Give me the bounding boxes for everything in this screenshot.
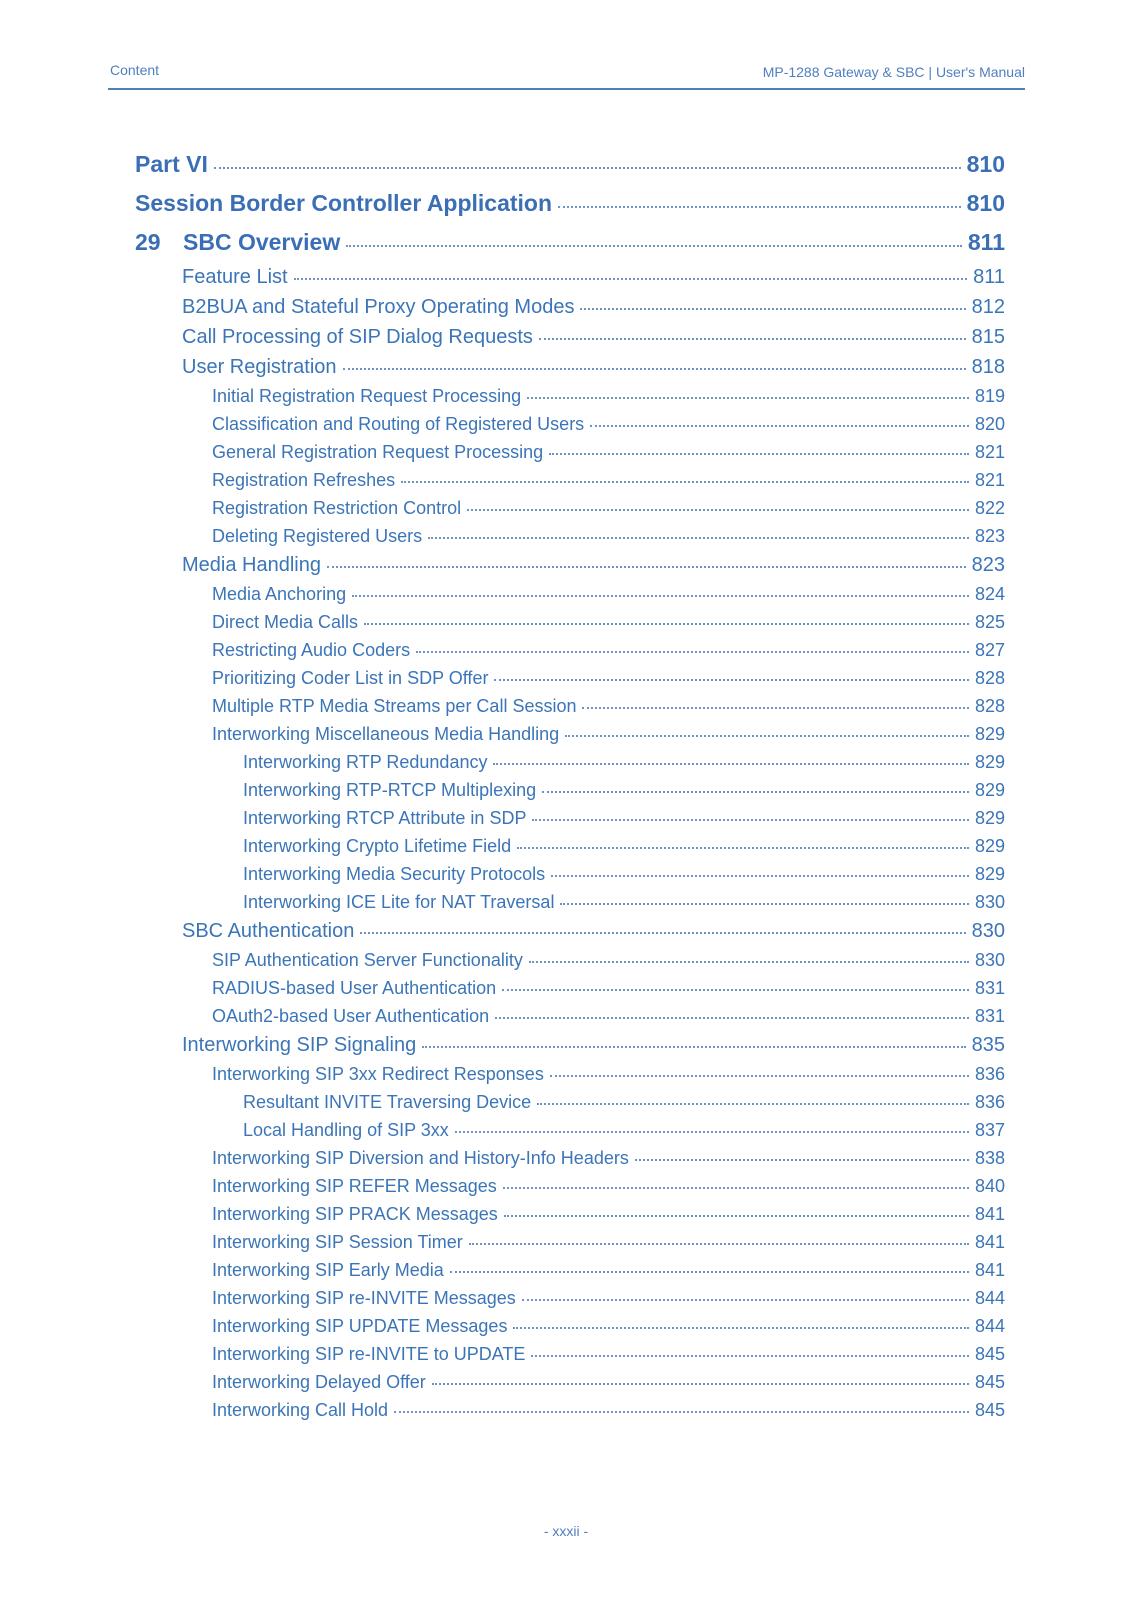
toc-entry[interactable] xyxy=(135,636,1005,664)
toc-entry-title[interactable]: Resultant INVITE Traversing Device xyxy=(243,1092,532,1112)
toc-entry-title[interactable]: Interworking SIP re-INVITE Messages xyxy=(212,1288,516,1308)
toc-entry-title[interactable]: SBC Authentication xyxy=(182,920,355,942)
toc-entry[interactable] xyxy=(135,292,1005,322)
toc-entry-title[interactable]: Restricting Audio Coders xyxy=(212,640,411,660)
toc-entry[interactable] xyxy=(135,888,1005,916)
toc-entry[interactable] xyxy=(135,322,1005,352)
toc-entry[interactable] xyxy=(135,748,1005,776)
toc-entry-title[interactable]: Initial Registration Request Processing xyxy=(212,386,522,406)
toc-entry[interactable] xyxy=(135,1256,1005,1284)
toc-entry-page[interactable]: 831 xyxy=(974,978,1005,998)
toc-dot-leader xyxy=(539,338,966,340)
toc-entry-page[interactable]: 821 xyxy=(974,470,1005,490)
toc-entry-title[interactable]: SBC Overview xyxy=(183,229,341,255)
toc-entry-title[interactable]: Interworking Miscellaneous Media Handling xyxy=(212,724,560,744)
toc-entry-title[interactable]: Interworking SIP UPDATE Messages xyxy=(212,1316,508,1336)
toc-entry-title[interactable]: Interworking Crypto Lifetime Field xyxy=(243,836,512,856)
toc-entry-page[interactable]: 829 xyxy=(974,864,1005,884)
toc-entry[interactable] xyxy=(135,664,1005,692)
toc-entry-page[interactable]: 820 xyxy=(974,414,1005,434)
toc-entry-page[interactable]: 836 xyxy=(974,1092,1005,1112)
toc-entry[interactable] xyxy=(135,438,1005,466)
toc-dot-leader xyxy=(327,566,966,568)
toc-entry-page[interactable]: 823 xyxy=(971,554,1005,576)
toc-dot-leader xyxy=(550,1075,969,1077)
toc-entry-title[interactable]: Interworking SIP REFER Messages xyxy=(212,1176,497,1196)
toc-entry-title[interactable]: Registration Restriction Control xyxy=(212,498,462,518)
toc-dot-leader xyxy=(532,819,968,821)
toc-entry[interactable] xyxy=(135,580,1005,608)
toc-dot-leader xyxy=(558,206,961,208)
toc-entry-page[interactable]: 823 xyxy=(974,526,1005,546)
toc-dot-leader xyxy=(502,989,969,991)
toc-entry-title[interactable]: Prioritizing Coder List in SDP Offer xyxy=(212,668,489,688)
toc-entry-page[interactable]: 824 xyxy=(974,584,1005,604)
toc-entry[interactable] xyxy=(135,352,1005,382)
toc-entry-number: 29 xyxy=(135,229,161,255)
toc-entry[interactable] xyxy=(135,410,1005,438)
toc-entry[interactable] xyxy=(135,608,1005,636)
toc-entry-title[interactable]: SIP Authentication Server Functionality xyxy=(212,950,523,970)
toc-entry[interactable] xyxy=(135,1144,1005,1172)
toc-entry-title[interactable]: Classification and Routing of Registered Users xyxy=(212,414,585,434)
toc-entry-title[interactable]: Interworking SIP Diversion and History-Info Headers xyxy=(212,1148,629,1168)
toc-entry-title[interactable]: Local Handling of SIP 3xx xyxy=(243,1120,449,1140)
toc-dot-leader xyxy=(542,791,969,793)
toc-entry[interactable] xyxy=(135,974,1005,1002)
toc-entry-title[interactable]: RADIUS-based User Authentication xyxy=(212,978,497,998)
toc-entry-page[interactable]: 841 xyxy=(974,1204,1005,1224)
toc-dot-leader xyxy=(422,1046,965,1048)
toc-dot-leader xyxy=(529,961,969,963)
table-of-contents xyxy=(135,145,1005,1424)
toc-entry-page[interactable]: 819 xyxy=(974,386,1005,406)
toc-entry-page[interactable]: 822 xyxy=(974,498,1005,518)
toc-dot-leader xyxy=(467,509,969,511)
toc-entry-page[interactable]: 825 xyxy=(974,612,1005,632)
toc-entry[interactable] xyxy=(135,1340,1005,1368)
toc-entry-title[interactable]: Interworking Media Security Protocols xyxy=(243,864,546,884)
toc-entry-title[interactable]: Call Processing of SIP Dialog Requests xyxy=(182,326,533,348)
toc-entry[interactable] xyxy=(135,1228,1005,1256)
toc-entry[interactable] xyxy=(135,1368,1005,1396)
toc-entry[interactable] xyxy=(135,776,1005,804)
toc-entry-page[interactable]: 836 xyxy=(974,1064,1005,1084)
toc-entry-page[interactable]: 845 xyxy=(974,1400,1005,1420)
toc-entry-page[interactable]: 828 xyxy=(974,696,1005,716)
toc-dot-leader xyxy=(590,425,969,427)
toc-entry-page[interactable]: 841 xyxy=(974,1232,1005,1252)
toc-entry-page[interactable]: 821 xyxy=(974,442,1005,462)
toc-entry-page[interactable]: 818 xyxy=(971,356,1005,378)
toc-entry[interactable] xyxy=(135,720,1005,748)
toc-entry-title[interactable]: B2BUA and Stateful Proxy Operating Modes xyxy=(182,296,575,318)
toc-entry-title[interactable]: Media Anchoring xyxy=(212,584,347,604)
toc-dot-leader xyxy=(432,1383,969,1385)
toc-entry-title[interactable]: General Registration Request Processing xyxy=(212,442,544,462)
toc-entry-page[interactable]: 811 xyxy=(973,266,1005,288)
toc-entry-page[interactable]: 830 xyxy=(974,892,1005,912)
toc-entry-page[interactable]: 811 xyxy=(967,229,1005,255)
toc-dot-leader xyxy=(346,245,962,247)
toc-entry-page[interactable]: 831 xyxy=(974,1006,1005,1026)
toc-dot-leader xyxy=(565,735,969,737)
toc-dot-leader xyxy=(580,308,965,310)
toc-entry-page[interactable]: 838 xyxy=(974,1148,1005,1168)
toc-entry-page[interactable]: 829 xyxy=(974,808,1005,828)
toc-entry[interactable] xyxy=(135,494,1005,522)
toc-entry-page[interactable]: 829 xyxy=(974,724,1005,744)
toc-entry-title[interactable]: Interworking SIP Session Timer xyxy=(212,1232,463,1252)
toc-entry[interactable] xyxy=(135,1396,1005,1424)
toc-entry-title[interactable]: Interworking RTP-RTCP Multiplexing xyxy=(243,780,537,800)
toc-entry-title[interactable]: Interworking SIP re-INVITE to UPDATE xyxy=(212,1344,526,1364)
toc-entry-title[interactable]: Registration Refreshes xyxy=(212,470,396,490)
toc-entry-title[interactable]: Interworking SIP PRACK Messages xyxy=(212,1204,498,1224)
toc-entry-page[interactable]: 844 xyxy=(974,1316,1005,1336)
toc-dot-leader xyxy=(537,1103,969,1105)
toc-entry-title[interactable]: Interworking SIP 3xx Redirect Responses xyxy=(212,1064,544,1084)
toc-dot-leader xyxy=(416,651,969,653)
toc-entry[interactable] xyxy=(135,466,1005,494)
toc-entry-title[interactable]: Multiple RTP Media Streams per Call Session xyxy=(212,696,577,716)
toc-entry-title[interactable]: Part VI xyxy=(135,151,208,177)
header-manual-title: MP-1288 Gateway & SBC | User's Manual xyxy=(762,64,1025,80)
toc-dot-leader xyxy=(294,278,968,280)
page-number: - xxxii - xyxy=(543,1523,589,1539)
toc-dot-leader xyxy=(635,1159,969,1161)
toc-entry-title[interactable]: Interworking RTCP Attribute in SDP xyxy=(243,808,527,828)
toc-dot-leader xyxy=(450,1271,969,1273)
toc-entry-page[interactable]: 827 xyxy=(974,640,1005,660)
toc-entry[interactable] xyxy=(135,1172,1005,1200)
toc-entry-title[interactable]: Interworking ICE Lite for NAT Traversal xyxy=(243,892,555,912)
toc-entry-page[interactable]: 841 xyxy=(974,1260,1005,1280)
toc-dot-leader xyxy=(364,623,969,625)
page-header xyxy=(108,58,1025,90)
toc-dot-leader xyxy=(428,537,969,539)
toc-dot-leader xyxy=(560,903,969,905)
toc-entry-page[interactable]: 815 xyxy=(971,326,1005,348)
toc-entry[interactable] xyxy=(135,1002,1005,1030)
toc-dot-leader xyxy=(343,368,966,370)
toc-entry-title[interactable]: Direct Media Calls xyxy=(212,612,359,632)
toc-entry-page[interactable]: 835 xyxy=(971,1034,1005,1056)
toc-entry[interactable] xyxy=(135,145,1005,184)
toc-entry-title[interactable]: Interworking Delayed Offer xyxy=(212,1372,426,1392)
toc-entry-page[interactable]: 828 xyxy=(974,668,1005,688)
toc-entry[interactable] xyxy=(135,223,1005,262)
toc-dot-leader xyxy=(527,397,969,399)
toc-dot-leader xyxy=(531,1355,969,1357)
toc-entry-title[interactable]: Interworking SIP Early Media xyxy=(212,1260,444,1280)
toc-dot-leader xyxy=(360,932,965,934)
toc-entry[interactable] xyxy=(135,1284,1005,1312)
toc-entry-page[interactable]: 830 xyxy=(974,950,1005,970)
toc-entry[interactable] xyxy=(135,1200,1005,1228)
toc-dot-leader xyxy=(494,679,969,681)
toc-dot-leader xyxy=(469,1243,969,1245)
toc-dot-leader xyxy=(504,1215,969,1217)
toc-entry-page[interactable]: 840 xyxy=(974,1176,1005,1196)
toc-entry-title[interactable]: Deleting Registered Users xyxy=(212,526,423,546)
toc-dot-leader xyxy=(513,1327,969,1329)
toc-entry[interactable] xyxy=(135,1088,1005,1116)
toc-entry-page[interactable]: 845 xyxy=(974,1344,1005,1364)
toc-dot-leader xyxy=(352,595,969,597)
toc-dot-leader xyxy=(455,1131,969,1133)
toc-entry[interactable] xyxy=(135,382,1005,410)
toc-entry-page[interactable]: 845 xyxy=(974,1372,1005,1392)
toc-entry[interactable] xyxy=(135,804,1005,832)
toc-entry-title[interactable]: Interworking SIP Signaling xyxy=(182,1034,417,1056)
toc-entry[interactable] xyxy=(135,1060,1005,1088)
toc-entry-page[interactable]: 830 xyxy=(971,920,1005,942)
toc-entry[interactable] xyxy=(135,946,1005,974)
toc-entry[interactable] xyxy=(135,1030,1005,1060)
toc-entry-title[interactable]: Feature List xyxy=(182,266,288,288)
toc-entry[interactable] xyxy=(135,692,1005,720)
toc-dot-leader xyxy=(522,1299,969,1301)
toc-entry-title[interactable]: Interworking Call Hold xyxy=(212,1400,389,1420)
toc-entry[interactable] xyxy=(135,262,1005,292)
toc-dot-leader xyxy=(503,1187,969,1189)
toc-entry[interactable] xyxy=(135,1312,1005,1340)
toc-entry[interactable] xyxy=(135,1116,1005,1144)
toc-entry-title[interactable]: User Registration xyxy=(182,356,337,378)
toc-entry-page[interactable]: 812 xyxy=(971,296,1005,318)
toc-entry-title[interactable]: OAuth2-based User Authentication xyxy=(212,1006,490,1026)
toc-entry[interactable] xyxy=(135,860,1005,888)
toc-dot-leader xyxy=(495,1017,969,1019)
toc-dot-leader xyxy=(493,763,968,765)
toc-entry[interactable] xyxy=(135,522,1005,550)
toc-entry[interactable] xyxy=(135,550,1005,580)
toc-dot-leader xyxy=(214,167,961,169)
toc-dot-leader xyxy=(401,481,969,483)
toc-dot-leader xyxy=(551,875,969,877)
toc-entry-title[interactable]: Interworking RTP Redundancy xyxy=(243,752,488,772)
toc-entry-page[interactable]: 810 xyxy=(966,190,1005,216)
toc-entry-page[interactable]: 844 xyxy=(974,1288,1005,1308)
header-section-label: Content xyxy=(110,62,160,78)
toc-entry-page[interactable]: 829 xyxy=(974,836,1005,856)
toc-entry[interactable] xyxy=(135,916,1005,946)
toc-dot-leader xyxy=(517,847,969,849)
toc-entry-page[interactable]: 829 xyxy=(974,780,1005,800)
toc-entry-title[interactable]: Session Border Controller Application xyxy=(135,190,553,216)
toc-entry-page[interactable]: 837 xyxy=(974,1120,1005,1140)
toc-dot-leader xyxy=(394,1411,969,1413)
toc-entry[interactable] xyxy=(135,184,1005,223)
toc-entry-page[interactable]: 829 xyxy=(974,752,1005,772)
toc-dot-leader xyxy=(582,707,968,709)
toc-entry-page[interactable]: 810 xyxy=(966,151,1005,177)
toc-entry-title[interactable]: Media Handling xyxy=(182,554,321,576)
toc-dot-leader xyxy=(549,453,969,455)
toc-entry[interactable] xyxy=(135,832,1005,860)
